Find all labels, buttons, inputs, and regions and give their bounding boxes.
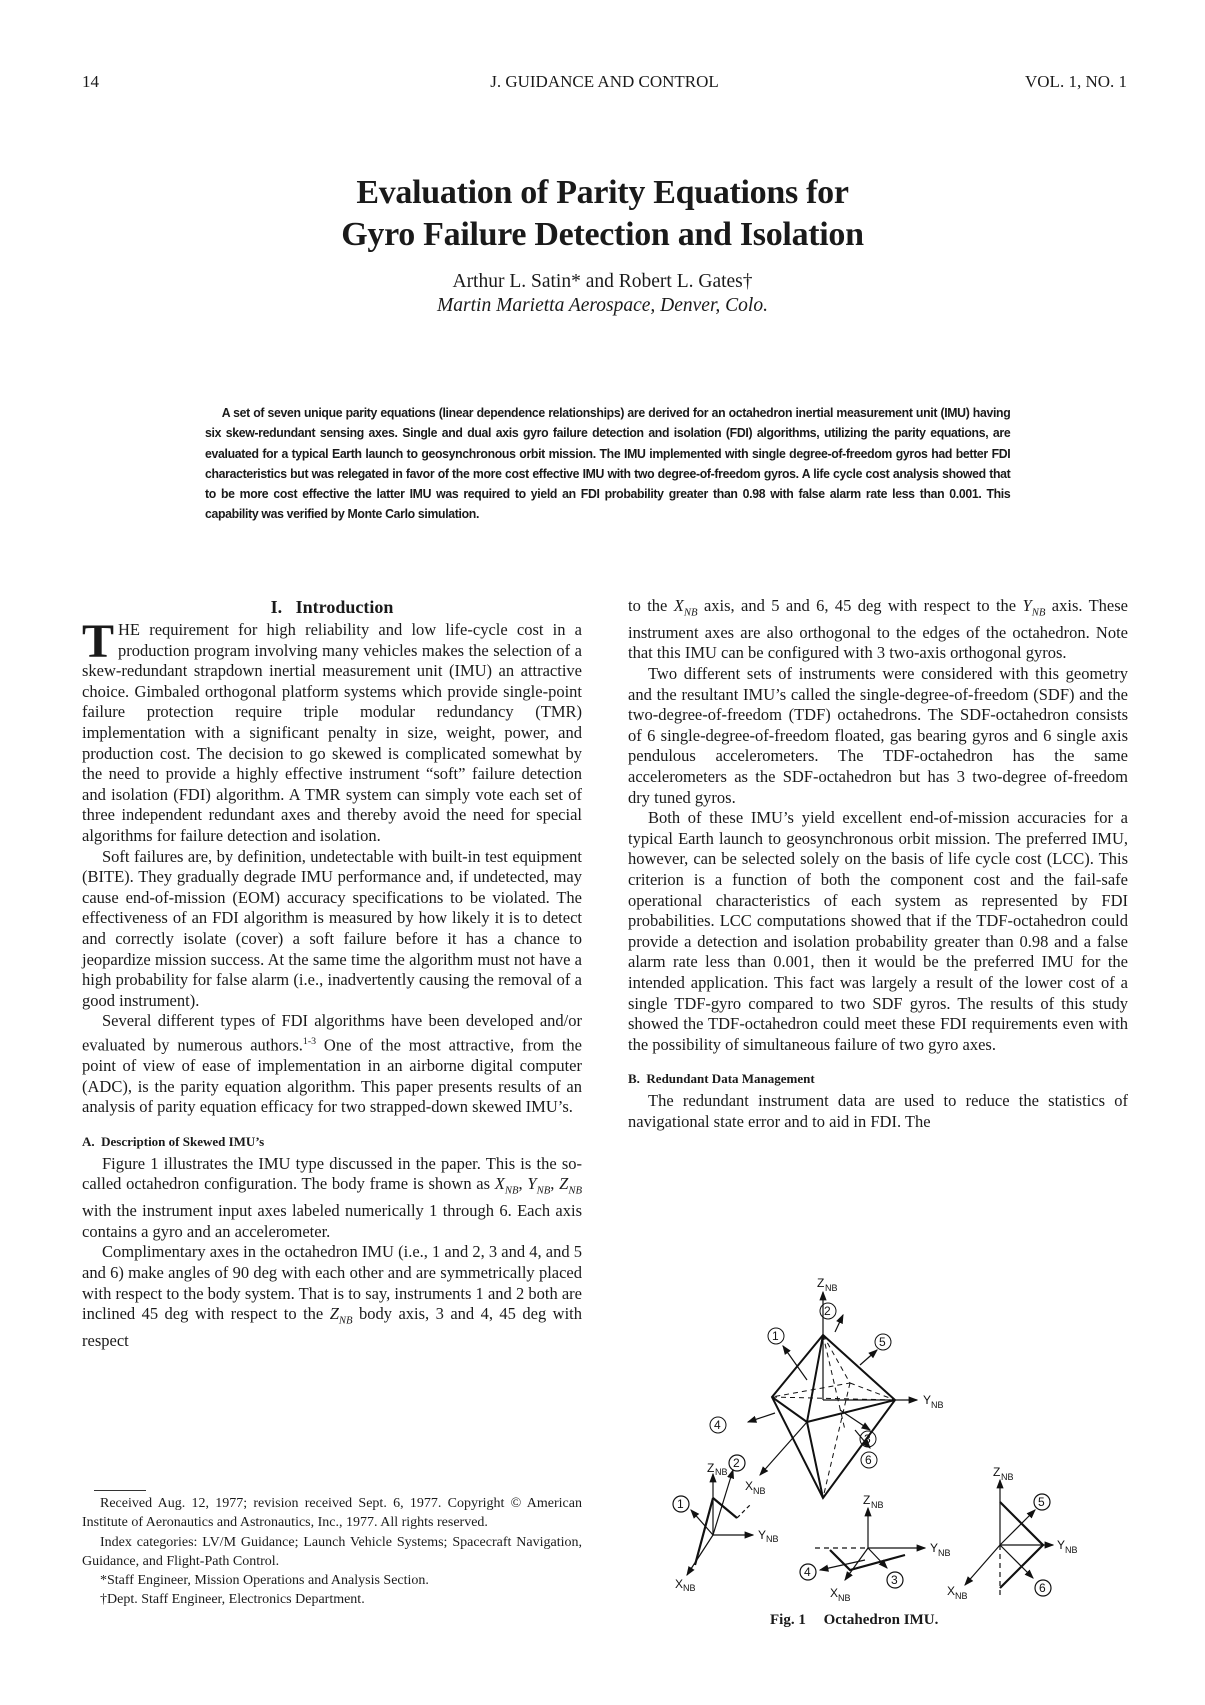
footnote-author-2: †Dept. Staff Engineer, Electronics Department. xyxy=(100,1592,365,1608)
svg-text:6: 6 xyxy=(1039,1581,1046,1595)
volume-issue: VOL. 1, NO. 1 xyxy=(1025,72,1127,91)
subsection-heading-b: B. Redundant Data Management xyxy=(628,1071,815,1087)
svg-text:Z: Z xyxy=(863,1493,871,1507)
svg-text:Y: Y xyxy=(930,1541,939,1555)
symbol-x-nb: $X_{NB}$ xyxy=(494,1174,519,1197)
abstract-text: A set of seven unique parity equations (linear dependence relationships) are derived for an octahedron inertial measurement unit (IMU) having six skew-redundant sensing axes. Single and dual axis gyro failure detection and isolation (FDI) algorithms, utilizing the parity equations, are evaluated for a typical Earth launch to geosynchronous orbit mission. The IMU implemented with single degree-of-freedom gyros had better FDI characteristics but was relegated in favor of the more cost effective IMU with two degree-of-freedom gyros. A life cycle cost analysis showed that to be more cost effective the latter IMU was required to yield an FDI probability greater than 0.98 with false alarm rate less than 0.001. This capability was verified by Monte Carlo simulation. xyxy=(205,405,1011,522)
intro-paragraph-3: Several different types of FDI algorithms have been developed and/or evaluated by numerous authors.$^{1-3}$ One of the most attractive, from the point of view of ease of implementation in an airborne digital computer (ADC), is the parity equation algorithm. This paper presents results of an analysis of parity equation efficacy for two strapped-down skewed IMU’s. xyxy=(82,1011,582,1117)
subB-paragraph-1: The redundant instrument data are used to reduce the statistics of navigational state error and to aid in FDI. The xyxy=(628,1091,1128,1131)
svg-text:3: 3 xyxy=(864,1432,871,1446)
title-line-2: Gyro Failure Detection and Isolation xyxy=(341,216,864,253)
symbol-x-nb: $X_{NB}$ xyxy=(673,596,698,619)
symbol-z-nb: $Z_{NB}$ xyxy=(559,1174,583,1197)
svg-text:NB: NB xyxy=(1065,1545,1078,1555)
side-view-1 xyxy=(673,1455,779,1593)
svg-text:5: 5 xyxy=(879,1335,886,1349)
drop-cap: T xyxy=(82,615,115,668)
svg-text:NB: NB xyxy=(931,1400,944,1410)
citation-ref: 1-3 xyxy=(302,1035,317,1047)
svg-text:NB: NB xyxy=(766,1534,779,1544)
svg-text:4: 4 xyxy=(714,1418,721,1432)
left-column xyxy=(82,596,582,1352)
svg-text:1: 1 xyxy=(772,1329,779,1343)
svg-text:NB: NB xyxy=(838,1593,851,1603)
svg-text:X: X xyxy=(745,1479,754,1493)
svg-text:2: 2 xyxy=(733,1456,740,1470)
main-octahedron xyxy=(772,1335,895,1498)
author-block xyxy=(0,270,1205,318)
paper-title xyxy=(0,172,1205,256)
figure-caption xyxy=(770,1612,938,1629)
figure-caption-text: Octahedron IMU. xyxy=(823,1612,939,1628)
subA-paragraph-1: Figure 1 illustrates the IMU type discussed in the paper. This is the so-called octahedron configuration. The body frame is shown as $X_{NB}$, $Y_{NB}$, $Z_{NB}$ with the instrument input axes labeled numerically 1 through 6. Each axis contains a gyro and an accelerometer. xyxy=(82,1153,583,1241)
subA-paragraph-2: Complimentary axes in the octahedron IMU (i.e., 1 and 2, 3 and 4, and 5 and 6) make angles of 90 deg with each other and are symmetrically placed with respect to the body system. That is to say, instruments 1 and 2 both are inclined 45 deg with respect to the $Z_{NB}$ body axis, 3 and 4, 45 deg with respect xyxy=(82,1242,582,1351)
svg-text:3: 3 xyxy=(891,1573,898,1587)
svg-text:5: 5 xyxy=(1038,1495,1045,1509)
svg-text:Y: Y xyxy=(758,1528,767,1542)
svg-text:NB: NB xyxy=(825,1283,838,1293)
intro-paragraph-1: THE requirement for high reliability and low life-cycle cost in a production program involving many vehicles makes the selection of a skew-redundant strapdown inertial measurement unit (IMU) an attractive choice. Gimbaled orthogonal platform systems which provide single-point failure protection require triple modular redundancy (TMR) implementation with a significant penalty in size, weight, power, and production cost. The decision to go skewed is complicated somewhat by the need to provide a highly effective instrument “soft” failure detection and isolation (FDI) algorithm. A TMR system can simply vote each set of three independent redundant axes and thereby avoid the need for special algorithms for failure detection and isolation. xyxy=(82,615,582,845)
svg-text:NB: NB xyxy=(715,1467,728,1477)
subsection-heading-a: A. Description of Skewed IMU’s xyxy=(82,1133,265,1149)
side-view-2 xyxy=(800,1493,951,1603)
svg-text:X: X xyxy=(830,1586,839,1600)
svg-text:Z: Z xyxy=(993,1465,1001,1479)
octahedron-diagram xyxy=(655,1270,1105,1615)
svg-text:NB: NB xyxy=(871,1500,884,1510)
figure-number: Fig. 1 xyxy=(770,1612,806,1628)
footnote-index-categories: Index categories: LV/M Guidance; Launch Vehicle Systems; Spacecraft Navigation, Guidance, and Flight-Path Control. xyxy=(82,1534,582,1569)
journal-name: J. GUIDANCE AND CONTROL xyxy=(490,72,719,91)
svg-text:4: 4 xyxy=(804,1565,811,1579)
intro-paragraph-2: Soft failures are, by definition, undetectable with built-in test equipment (BITE). They gradually degrade IMU performance and, if undetected, may cause end-of-mission (EOM) accuracy specifications to be violated. The effectiveness of an FDI algorithm is measured by how likely it is to detect and correctly isolate (cover) a soft failure before it has a chance to jeopardize mission success. At the same time the algorithm must not have a high probability for false alarm (i.e., inadvertently causing the removal of a good instrument). xyxy=(82,846,582,1010)
abstract xyxy=(205,403,1010,525)
symbol-z-nb: $Z_{NB}$ xyxy=(329,1304,353,1327)
subA-paragraph-3: Two different sets of instruments were considered with this geometry and the resultant IMU’s called the single-degree-of-freedom (SDF) and the two-degree-of-freedom (TDF) octahedrons. The SDF-octahedron consists of 6 single-degree-of-freedom floated, gas bearing gyros and 6 single axis pendulous accelerometers. The TDF-octahedron has the same accelerometers as the SDF-octahedron but has 3 two-degree of-freedom dry tuned gyros. xyxy=(628,664,1128,807)
running-head xyxy=(82,72,1127,96)
svg-text:1: 1 xyxy=(677,1497,684,1511)
svg-text:Z: Z xyxy=(817,1276,825,1290)
svg-text:2: 2 xyxy=(824,1304,831,1318)
svg-text:X: X xyxy=(947,1584,956,1598)
instrument-axis-labels xyxy=(710,1303,891,1468)
side-view-3 xyxy=(947,1465,1078,1601)
svg-text:NB: NB xyxy=(938,1548,951,1558)
footnote-author-1: *Staff Engineer, Mission Operations and Analysis Section. xyxy=(100,1573,429,1589)
symbol-y-nb: $Y_{NB}$ xyxy=(527,1174,551,1197)
section-heading-introduction: I. Introduction xyxy=(270,597,394,617)
svg-text:X: X xyxy=(675,1577,684,1591)
svg-text:NB: NB xyxy=(753,1486,766,1496)
symbol-y-nb: $Y_{NB}$ xyxy=(1022,596,1046,619)
svg-text:NB: NB xyxy=(955,1591,968,1601)
footnotes xyxy=(82,1494,582,1610)
svg-text:Y: Y xyxy=(1057,1538,1066,1552)
subA-paragraph-4: Both of these IMU’s yield excellent end-of-mission accuracies for a typical Earth launch to geosynchronous orbit mission. The preferred IMU, however, can be selected solely on the basis of life cycle cost (LCC). This criterion is a function of both the component cost and the fail-safe operational characteristics of each system as represented by FDI probabilities. LCC computations showed that if the TDF-octahedron could provide a detection and isolation probability greater than 0.98 and a false alarm rate less than 0.001, then it would be the preferred IMU for the intended application. This fact was largely a result of the lower cost of a single TDF-gyro compared to two SDF gyros. The results of this study showed the TDF-octahedron could meet these FDI requirements even with the possibility of simultaneous failure of two gyro axes. xyxy=(628,808,1128,1054)
svg-text:Z: Z xyxy=(707,1461,715,1475)
axis-labels xyxy=(745,1276,944,1496)
right-column xyxy=(628,596,1128,1133)
subA-paragraph-2-continued: to the $X_{NB}$ axis, and 5 and 6, 45 deg with respect to the $Y_{NB}$ axis. These instrument axes are also orthogonal to the edges of the octahedron. Note that this IMU can be configured with 3 two-axis orthogonal gyros. xyxy=(628,596,1128,663)
author-names: Arthur L. Satin* and Robert L. Gates† xyxy=(452,271,753,292)
svg-text:NB: NB xyxy=(683,1583,696,1593)
figure-1-octahedron-imu xyxy=(655,1270,1105,1650)
page-number: 14 xyxy=(82,72,99,91)
title-line-1: Evaluation of Parity Equations for xyxy=(356,174,849,211)
footnote-divider xyxy=(94,1490,146,1491)
svg-text:6: 6 xyxy=(865,1453,872,1467)
svg-text:NB: NB xyxy=(1001,1472,1014,1482)
svg-text:Y: Y xyxy=(923,1393,932,1407)
author-affiliation: Martin Marietta Aerospace, Denver, Colo. xyxy=(437,295,768,316)
footnote-received: Received Aug. 12, 1977; revision received Sept. 6, 1977. Copyright © American Institute of Aeronautics and Astronautics, Inc., 1977. All rights reserved. xyxy=(82,1496,582,1531)
